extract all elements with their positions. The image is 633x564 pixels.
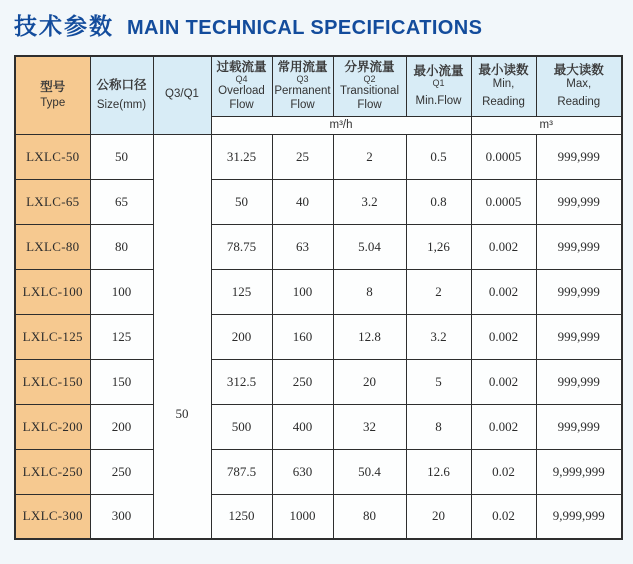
minflow-cell: 12.6 (406, 449, 471, 494)
header-q-label: Q1 (432, 78, 445, 89)
overload-cell: 1250 (211, 494, 272, 539)
header-en-label: Permanent (274, 85, 331, 98)
maxreading-cell: 9,999,999 (536, 494, 622, 539)
page-title-zh: 技术参数 (14, 13, 114, 39)
header-en-label: Size(mm) (96, 99, 147, 112)
table-row (15, 134, 622, 179)
header-zh-label: 常用流量 (277, 59, 328, 74)
unit-reading-label: m³ (471, 116, 622, 134)
table-row (15, 359, 622, 404)
maxreading-cell: 999,999 (536, 179, 622, 224)
transitional-cell: 20 (333, 359, 406, 404)
permanent-cell: 250 (272, 359, 333, 404)
q3q1-merged-cell (153, 134, 211, 539)
minreading-cell: 0.002 (471, 314, 536, 359)
overload-cell: 787.5 (211, 449, 272, 494)
unit-flow-label: m³/h (211, 116, 471, 134)
size-cell: 125 (90, 314, 153, 359)
header-en-label: Overload (218, 85, 265, 98)
row-type-cell: LXLC-300 (15, 494, 90, 539)
overload-cell: 78.75 (211, 224, 272, 269)
col-header-permanent (272, 56, 333, 116)
minflow-cell: 3.2 (406, 314, 471, 359)
minreading-cell: 0.002 (471, 224, 536, 269)
header-zh-label: 最大读数 (553, 62, 604, 77)
q3q1-value: 50 (175, 405, 189, 421)
transitional-cell: 8 (333, 269, 406, 314)
size-cell: 50 (90, 134, 153, 179)
transitional-cell: 80 (333, 494, 406, 539)
table-row (15, 224, 622, 269)
maxreading-cell: 9,999,999 (536, 449, 622, 494)
header-en2-label: Reading (557, 96, 601, 109)
table-row (15, 179, 622, 224)
row-type-cell: LXLC-50 (15, 134, 90, 179)
transitional-cell: 32 (333, 404, 406, 449)
minreading-cell: 0.002 (471, 269, 536, 314)
table-row (15, 449, 622, 494)
minreading-cell: 0.002 (471, 404, 536, 449)
col-header-q3q1 (153, 56, 211, 134)
row-type-cell: LXLC-65 (15, 179, 90, 224)
col-header-maxreading (536, 56, 622, 116)
transitional-cell: 12.8 (333, 314, 406, 359)
permanent-cell: 1000 (272, 494, 333, 539)
size-cell: 100 (90, 269, 153, 314)
permanent-cell: 630 (272, 449, 333, 494)
minreading-cell: 0.0005 (471, 179, 536, 224)
table-row (15, 404, 622, 449)
permanent-cell: 25 (272, 134, 333, 179)
minreading-cell: 0.0005 (471, 134, 536, 179)
header-en2-label: Flow (229, 99, 254, 111)
row-type-cell: LXLC-200 (15, 404, 90, 449)
header-zh-label: 最小读数 (478, 62, 529, 77)
header-en2-label: Reading (482, 96, 525, 109)
transitional-cell: 50.4 (333, 449, 406, 494)
minflow-cell: 0.8 (406, 179, 471, 224)
overload-cell: 500 (211, 404, 272, 449)
size-cell: 65 (90, 179, 153, 224)
size-cell: 200 (90, 404, 153, 449)
minflow-cell: 1,26 (406, 224, 471, 269)
header-en-label: Min.Flow (415, 95, 462, 108)
header-zh-label: 公称口径 (96, 77, 147, 92)
transitional-cell: 5.04 (333, 224, 406, 269)
col-header-minflow (406, 56, 471, 116)
maxreading-cell: 999,999 (536, 269, 622, 314)
maxreading-cell: 999,999 (536, 224, 622, 269)
maxreading-cell: 999,999 (536, 314, 622, 359)
minflow-cell: 2 (406, 269, 471, 314)
maxreading-cell: 999,999 (536, 359, 622, 404)
minflow-cell: 20 (406, 494, 471, 539)
col-header-overload (211, 56, 272, 116)
header-q-label: Q2 (363, 74, 376, 85)
table-row (15, 494, 622, 539)
page-title (14, 8, 482, 41)
transitional-cell: 3.2 (333, 179, 406, 224)
table-row (15, 314, 622, 359)
permanent-cell: 63 (272, 224, 333, 269)
minflow-cell: 0.5 (406, 134, 471, 179)
permanent-cell: 160 (272, 314, 333, 359)
minflow-cell: 8 (406, 404, 471, 449)
overload-cell: 50 (211, 179, 272, 224)
col-header-transitional (333, 56, 406, 116)
minreading-cell: 0.02 (471, 494, 536, 539)
header-zh-label: 最小流量 (413, 63, 464, 78)
header-q-label: Q3 (296, 74, 309, 85)
overload-cell: 125 (211, 269, 272, 314)
overload-cell: 312.5 (211, 359, 272, 404)
col-header-size (90, 56, 153, 134)
header-en2-label: Flow (290, 99, 315, 111)
minreading-cell: 0.02 (471, 449, 536, 494)
size-cell: 150 (90, 359, 153, 404)
header-en-label: Type (40, 97, 66, 110)
col-header-minreading (471, 56, 536, 116)
permanent-cell: 40 (272, 179, 333, 224)
minreading-cell: 0.002 (471, 359, 536, 404)
row-type-cell: LXLC-150 (15, 359, 90, 404)
overload-cell: 200 (211, 314, 272, 359)
header-zh-label: 过载流量 (216, 59, 267, 74)
header-en-label: Max, (566, 78, 592, 91)
header-en-label: Q3/Q1 (165, 88, 199, 101)
maxreading-cell: 999,999 (536, 134, 622, 179)
permanent-cell: 400 (272, 404, 333, 449)
permanent-cell: 100 (272, 269, 333, 314)
size-cell: 80 (90, 224, 153, 269)
page-title-en: MAIN TECHNICAL SPECIFICATIONS (127, 17, 483, 39)
header-zh-label: 分界流量 (344, 59, 395, 74)
header-en-label: Min, (492, 78, 515, 91)
transitional-cell: 2 (333, 134, 406, 179)
row-type-cell: LXLC-125 (15, 314, 90, 359)
row-type-cell: LXLC-80 (15, 224, 90, 269)
overload-cell: 31.25 (211, 134, 272, 179)
maxreading-cell: 999,999 (536, 404, 622, 449)
header-en2-label: Flow (357, 99, 382, 111)
row-type-cell: LXLC-250 (15, 449, 90, 494)
header-q-label: Q4 (235, 74, 248, 85)
minflow-cell: 5 (406, 359, 471, 404)
row-type-cell: LXLC-100 (15, 269, 90, 314)
size-cell: 250 (90, 449, 153, 494)
size-cell: 300 (90, 494, 153, 539)
header-en-label: Transitional (339, 85, 400, 98)
table-row (15, 269, 622, 314)
header-zh-label: 型号 (40, 79, 66, 94)
specifications-table (14, 55, 623, 540)
col-header-type (15, 56, 90, 134)
